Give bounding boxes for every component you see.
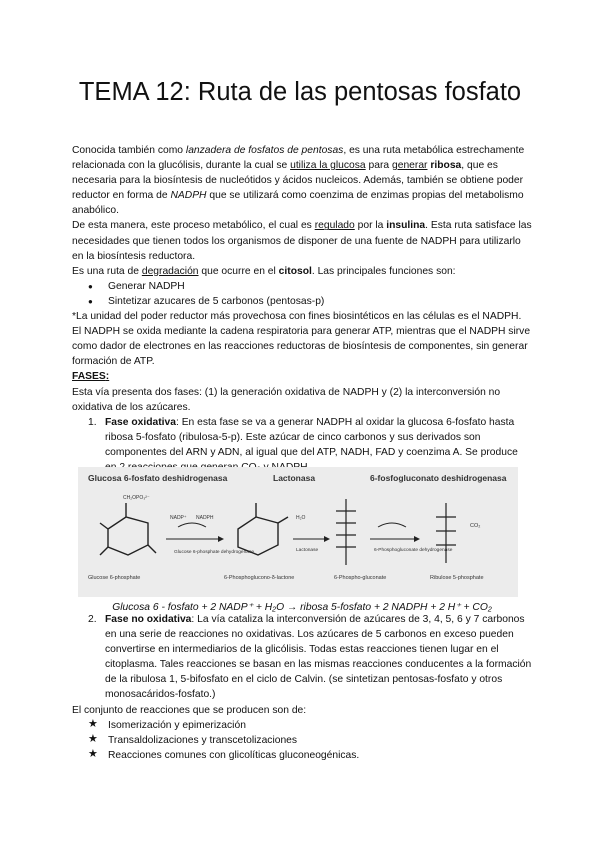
bold-term: citosol <box>278 265 312 277</box>
enzyme-label-3: 6-fosfogluconato deshidrogenasa <box>370 473 507 483</box>
intro-paragraph-3 <box>72 264 532 279</box>
list-item: ★ Reacciones comunes con glicolíticas gluconeogénicas. <box>88 748 532 763</box>
phase-text: : La vía cataliza la interconversión de azúcares de 3, 4, 5, 6 y 7 carbonos en una serie de reacciones no oxidativas. Los azúcares de 5 carbonos en exceso pueden convertirse en intermediarios de la glicólisis. Todas estas reacciones tienen lugar en el citoplasma. Tales reacciones se basan en las mismas reacciones conducentes a la formación de la ribulosa 1, 5-bifosfato en el ciclo de Calvin. (se sintetizan pentosas-fosfato y otros monosacáridos-fosfato.) <box>105 614 532 701</box>
text-run: , es una ruta metabólica estrechamente relacionada con la glucólisis, durante la cual se <box>72 145 525 172</box>
text-run: De esta manera, este proceso metabólico, el cual es <box>72 220 315 232</box>
list-number: 2. <box>88 614 97 625</box>
compound-label-4: Ribulose 5-phosphate <box>430 575 484 581</box>
reactions-list <box>72 718 532 763</box>
compound-label-3: 6-Phospho-gluconate <box>334 575 387 581</box>
compound-label-2: 6-Phosphoglucono-δ-lactone <box>224 575 295 581</box>
enzyme-name-3: 6-Phosphogluconate dehydrogenase <box>374 548 453 553</box>
phase-name: Fase oxidativa <box>105 416 176 428</box>
fases-heading-text: FASES <box>72 371 106 383</box>
text-run: . Esta ruta satisface las necesidades que tienen todos los organismos de disponer de una fuente de NADPH para utilizarlo en la biosíntesis reductora. <box>72 220 532 262</box>
list-item: ● Generar NADPH <box>88 279 532 294</box>
nadp-label: NADP⁺ <box>170 515 187 521</box>
text-run: , que es necesaria para la biosíntesis de nucleótidos y ácidos nucleicos. Además, también se obtiene poder reductor en forma de <box>72 160 524 202</box>
text-run: que se utilizará como coenzima de enzimas propias del metabolismo anabólico. <box>72 190 524 217</box>
functions-list <box>72 279 532 309</box>
intro-paragraph-1 <box>72 143 532 218</box>
italic-term: lanzadera de fosfatos de pentosas <box>185 145 344 156</box>
enzyme-name-2: Lactonase <box>296 548 319 553</box>
document-body <box>72 143 532 475</box>
list-item: ★ Isomerización y epimerización <box>88 718 532 733</box>
list-item: ★ Transaldolizaciones y transcetolizaciones <box>88 733 532 748</box>
enzyme-label-1: Glucosa 6-fosfato deshidrogenasa <box>88 473 228 483</box>
enzyme-label-2: Lactonasa <box>273 473 316 483</box>
phase-2-item <box>72 612 532 703</box>
document-body-continued <box>72 612 532 763</box>
italic-term: NADPH <box>170 190 207 202</box>
pathway-figure <box>78 467 518 597</box>
underlined-term: regulado <box>314 220 355 232</box>
text-run: que ocurre en el <box>198 265 279 277</box>
co2-label: CO₂ <box>470 523 481 529</box>
svg-text:CH₂OPO₃²⁻: CH₂OPO₃²⁻ <box>123 495 150 501</box>
text-run: para <box>365 160 392 172</box>
compound-label-1: Glucose 6-phosphate <box>88 575 141 581</box>
text-run: Conocida también como <box>72 145 186 156</box>
reactions-intro: El conjunto de reacciones que se producen son de: <box>72 704 307 716</box>
h2o-label: H₂O <box>296 515 306 521</box>
phase-name: Fase no oxidativa <box>105 614 192 625</box>
intro-paragraph-2 <box>72 218 532 263</box>
text-run: por la <box>354 220 387 232</box>
underlined-term: utiliza la glucosa <box>290 160 366 172</box>
fases-intro: Esta vía presenta dos fases: (1) la generación oxidativa de NADPH y (2) la interconversión no oxidativa de los azúcares. <box>72 386 501 413</box>
nadph-label: NADPH <box>196 515 214 521</box>
underlined-term: degradación <box>141 265 199 277</box>
text-run: Es una ruta de <box>72 265 142 277</box>
bold-term: insulina <box>386 220 426 232</box>
page-title: TEMA 12: Ruta de las pentosas fosfato <box>78 78 522 106</box>
list-item: ● Sintetizar azucares de 5 carbonos (pentosas-p) <box>88 294 532 309</box>
phase-1-item <box>72 415 532 475</box>
note-paragraph: *La unidad del poder reductor más provechosa con fines biosintéticos en las células es el NADPH. El NADPH se oxida mediante la cadena respiratoria para generar ATP, mientras que el NADPH sirve como dador de electrones en las reacciones reductoras de biosíntesis de componentes, sin generar formación de ATP. <box>72 311 531 368</box>
enzyme-name-1: Glucose 6-phosphate dehydrogenase <box>174 550 255 555</box>
underlined-term: generar <box>392 160 428 172</box>
text-run: . Las principales funciones son: <box>311 265 456 277</box>
bold-term: ribosa <box>430 160 462 172</box>
phase-text: : En esta fase se va a generar NADPH al oxidar la glucosa 6-fosfato hasta ribosa 5-fosfato (ribulosa-5-p). Este azúcar de cinco carbonos y sus derivados son componentes del ARN y ADN, al igual que del ATP, NADH, FAD y coenzima A. Se produce <box>105 416 518 458</box>
fases-heading: FASES: <box>72 371 110 383</box>
list-number: 1. <box>88 416 97 428</box>
overall-equation: Glucosa 6 - fosfato + 2 NADP⁺ + H₂O → ribosa 5-fosfato + 2 NADPH + 2 H⁺ + CO₂ <box>112 602 492 613</box>
